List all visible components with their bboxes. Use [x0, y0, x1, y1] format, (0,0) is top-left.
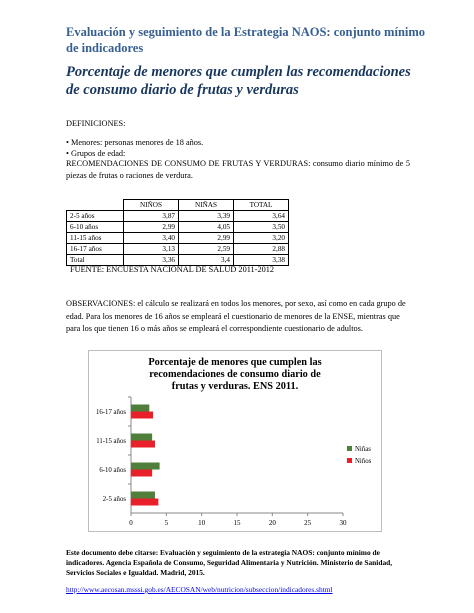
indicator-title: Porcentaje de menores que cumplen las recomendaciones de consumo diario de frutas y verduras	[66, 64, 411, 98]
table-cell: 3,4	[179, 255, 234, 266]
x-tick-label: 5	[164, 519, 169, 527]
category-label: 2-5 años	[102, 496, 126, 503]
legend-label: Niños	[355, 458, 372, 465]
table-row	[67, 211, 289, 222]
chart-title-line: frutas y verduras. ENS 2011.	[171, 381, 299, 392]
x-tick-label: 15	[233, 519, 241, 527]
data-table	[66, 199, 289, 266]
observations-text: OBSERVACIONES: el cálculo se realizará en todos los menores, por sexo, así como en cada grupo de edad. Para los menores de 16 años se empleará el cuestionario de menores de la ENSE, mientras que para los que tienen 16 o más años se empleará el correspondiente cuestionario de adultos.	[66, 299, 406, 333]
row-label: 6-10 años	[67, 222, 124, 233]
table-cell: 3,40	[124, 233, 179, 244]
table-corner	[67, 200, 124, 211]
table-row	[67, 244, 289, 255]
table-cell: 2,88	[234, 244, 289, 255]
bar-ninos	[131, 412, 153, 419]
bar-ninos	[131, 499, 158, 506]
table-cell: 2,59	[179, 244, 234, 255]
x-tick-label: 20	[268, 519, 276, 527]
bar-ninas	[131, 492, 155, 499]
column-header: NIÑAS	[179, 200, 234, 211]
table-cell: 3,20	[234, 233, 289, 244]
x-tick-label: 0	[129, 519, 133, 527]
bar-ninos	[131, 470, 152, 477]
chart-title-line: recomendaciones de consumo diario de	[149, 369, 321, 380]
table-cell: 3,64	[234, 211, 289, 222]
definition-menores: • Menores: personas menores de 18 años.	[66, 138, 204, 147]
row-label: 11-15 años	[67, 233, 124, 244]
table-cell: 3,87	[124, 211, 179, 222]
document-title: Evaluación y seguimiento de la Estrategia NAOS: conjunto mínimo de indicadores	[66, 25, 426, 55]
table-cell: 3,50	[234, 222, 289, 233]
chart-title-line: Porcentaje de menores que cumplen las	[148, 357, 322, 368]
citation-text: Este documento debe citarse: Evaluación y seguimiento de la estrategia NAOS: conjunto mínimo de indicadores. Agencia Española de Consumo, Seguridad Alimentaria y Nutrición. Ministerio de Sanidad, Servicios Sociales e Igualdad. Madrid, 2015.	[66, 548, 393, 577]
table-cell: 2,99	[124, 222, 179, 233]
bar-chart	[89, 351, 381, 531]
table-cell: 3,13	[124, 244, 179, 255]
table-cell: 3,38	[234, 255, 289, 266]
column-header: NIÑOS	[124, 200, 179, 211]
bar-ninas	[131, 434, 152, 441]
legend-swatch	[347, 446, 352, 451]
table-cell: 4,05	[179, 222, 234, 233]
legend-swatch	[347, 458, 352, 463]
table-cell: 3,39	[179, 211, 234, 222]
table-header-row	[67, 200, 289, 211]
table-row	[67, 222, 289, 233]
table-cell: 2,99	[179, 233, 234, 244]
definition-recomendaciones: RECOMENDACIONES DE CONSUMO DE FRUTAS Y VERDURAS: consumo diario mínimo de 5 piezas de frutas o raciones de verdura.	[66, 159, 410, 180]
x-tick-label: 30	[339, 519, 347, 527]
bar-ninos	[131, 441, 155, 448]
x-tick-label: 25	[304, 519, 312, 527]
reference-link[interactable]: http://www.aecosan.msssi.gob.es/AECOSAN/web/nutricion/subseccion/indicadores.shtml	[66, 585, 333, 594]
definitions-heading: DEFINICIONES:	[66, 119, 126, 128]
column-header: TOTAL	[234, 200, 289, 211]
table-cell: 3,36	[124, 255, 179, 266]
legend-label: Niñas	[355, 446, 371, 453]
table-row	[67, 233, 289, 244]
category-label: 16-17 años	[95, 409, 126, 416]
row-label: Total	[67, 255, 124, 266]
x-tick-label: 10	[198, 519, 206, 527]
bar-ninas	[131, 405, 149, 412]
row-label: 16-17 años	[67, 244, 124, 255]
row-label: 2-5 años	[67, 211, 124, 222]
category-label: 11-15 años	[96, 438, 126, 445]
definition-grupos: • Grupos de edad:	[66, 149, 126, 158]
bar-ninas	[131, 463, 160, 470]
chart-frame	[88, 350, 382, 532]
source-note: FUENTE: ENCUESTA NACIONAL DE SALUD 2011-2012	[70, 265, 275, 274]
category-label: 6-10 años	[99, 467, 126, 474]
